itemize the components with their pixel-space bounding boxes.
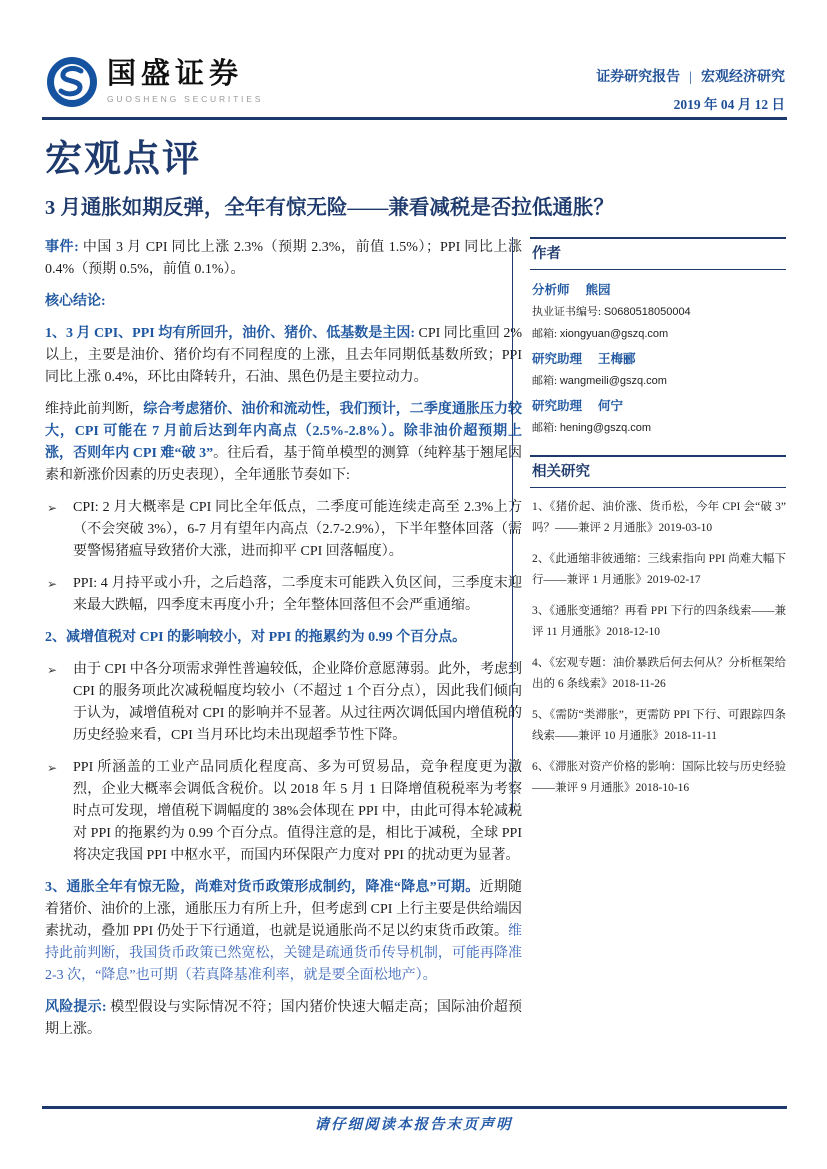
email-label: 邮箱: <box>532 422 560 434</box>
email-label: 邮箱: <box>532 328 560 340</box>
cpi-tax-bullet <box>45 659 522 747</box>
event-label: 事件: <box>45 240 83 255</box>
related-research-item: 1、《猪价起、油价涨、货币松，今年 CPI 会“破 3”吗？——兼评 2 月通胀》2019-03-10 <box>532 501 786 534</box>
outlook-paragraph <box>45 399 522 487</box>
ppi-forecast-text: PPI: 4 月持平或小升，之后趋落，二季度末可能跌入负区间，三季度末迎来最大跌幅，四季度末再度小升；全年整体回落但不会严重通缩。 <box>73 576 522 613</box>
outlook-post: 。往后看，基于简单模型的测算（纯粹基于翘尾因素和新涨价因素的历史表现），全年通胀节奏如下: <box>45 446 522 483</box>
author-name: 王梅郦 <box>598 352 636 366</box>
author-entry <box>532 396 786 438</box>
ppi-tax-text: PPI 所涵盖的工业产品同质化程度高、多为可贸易品，竞争程度更为激烈，企业大概率会调低含税价。以 2018 年 5 月 1 日降增值税税率为考察时点可发现，增值税下调幅度的 38%会体现在 PPI 中，由此可得本轮减税对 PPI 的拖累约为 0.99 个百分点。值得注意的是，相比于减税，全球 PPI 将决定我国 PPI 中枢水平，而国内环保限产力度对 PPI 的扰动更为显著。 <box>73 760 522 863</box>
ppi-forecast-bullet <box>45 573 522 617</box>
related-research-item: 2、《此通缩非彼通缩：三线索指向 PPI 尚难大幅下行——兼评 1 月通胀》2019-02-17 <box>532 553 786 586</box>
page-title: 宏观点评 <box>45 139 201 180</box>
author-email-line <box>532 418 786 438</box>
author-role: 研究助理 <box>532 352 583 366</box>
author-email: wangmeili@gszq.com <box>559 375 667 387</box>
cpi-tax-text: 由于 CPI 中各分项需求弹性普遍较低，企业降价意愿薄弱。此外，考虑到 CPI 的服务项此次减税幅度均较小（不超过 1 个百分点），因此我们倾向于认为，减增值税对 CPI 的影响并不显著。从过往两次调低国内增值税的历史经验来看，CPI 当月环比均未出现超季节性下降。 <box>73 662 522 743</box>
risk-label: 风险提示: <box>45 1000 111 1015</box>
author-role-name <box>532 349 786 369</box>
report-date: 2019 年 04 月 12 日 <box>673 97 785 112</box>
report-subtitle: 3 月通胀如期反弹，全年有惊无险——兼看减税是否拉低通胀？ <box>45 197 614 219</box>
report-type-line <box>596 66 785 86</box>
outlook-bold: 综合考虑猪价、油价和流动性，我们预计，二季度通胀压力较大，CPI 可能在 7 月前后达到年内高点（2.5%-2.8%）。除非油价超预期上涨，否则年内 CPI 难“破 3” <box>45 402 523 461</box>
related-research-list <box>530 488 786 813</box>
author-email-line <box>532 324 786 344</box>
section3-text: 近期随着猪价、油价的上涨，通胀压力有所上升，但考虑到 CPI 上行主要是供给端因素扰动，叠加 PPI 仍处于下行通道，也就是说通胀尚不足以约束货币政策。 <box>45 880 523 939</box>
guosheng-logo-icon <box>46 56 98 108</box>
ppi-tax-bullet <box>45 757 522 867</box>
author-role: 分析师 <box>532 283 570 297</box>
author-entry <box>532 280 786 344</box>
event-paragraph <box>45 237 522 281</box>
cert-label: 执业证书编号: <box>532 306 604 318</box>
related-research-heading: 相关研究 <box>530 455 786 488</box>
risk-paragraph <box>45 997 522 1041</box>
author-role-name <box>532 396 786 416</box>
section2-heading: 2、减增值税对 CPI 的影响较小，对 PPI 的拖累约为 0.99 个百分点。 <box>45 630 467 645</box>
author-email-line <box>532 371 786 391</box>
author-email: hening@gszq.com <box>559 422 652 434</box>
section3-heading: 3、通胀全年有惊无险，尚难对货币政策形成制约，降准“降息”可期。 <box>45 880 480 895</box>
author-entry <box>532 349 786 391</box>
report-category: 宏观经济研究 <box>701 70 785 85</box>
core-conclusion-label: 核心结论: <box>45 294 106 309</box>
brand-name: 国盛证券 <box>107 58 244 90</box>
cpi-forecast-text: CPI: 2 月大概率是 CPI 同比全年低点，二季度可能连续走高至 2.3%上方（不会突破 3%），6-7 月有望年内高点（2.7-2.9%），下半年整体回落（需要警惕猪瘟导致猪价大涨，进而抑平 CPI 回落幅度）。 <box>73 500 522 559</box>
footer-rule <box>42 1106 787 1109</box>
author-role-name <box>532 280 786 300</box>
section1-paragraph <box>45 323 522 389</box>
risk-text: 模型假设与实际情况不符；国内猪价快速大幅走高；国际油价超预期上涨。 <box>45 1000 522 1037</box>
header-meta <box>596 56 785 113</box>
brand <box>46 56 263 108</box>
event-text: 中国 3 月 CPI 同比上涨 2.3%（预期 2.3%，前值 1.5%）；PPI 同比上涨 0.4%（预期 0.5%，前值 0.1%）。 <box>45 240 522 277</box>
report-body <box>45 237 522 1051</box>
cpi-forecast-bullet <box>45 497 522 563</box>
related-research-item: 4、《宏观专题：油价暴跌后何去何从？分析框架给出的 6 条线索》2018-11-26 <box>532 657 786 690</box>
related-research-item: 6、《滞胀对资产价格的影响：国际比较与历史经验——兼评 9 月通胀》2018-10-16 <box>532 761 786 794</box>
arrow-bullet-icon: ➢ <box>47 761 58 775</box>
section1-text: CPI 同比重回 2%以上，主要是油价、猪价均有不同程度的上涨，且去年同期低基数所致；PPI 同比上涨 0.4%，环比由降转升，石油、黑色仍是主要拉动力。 <box>45 326 523 385</box>
section1-heading: 1、3 月 CPI、PPI 均有所回升，油价、猪价、低基数是主因: <box>45 326 419 341</box>
author-list <box>530 270 786 446</box>
author-name: 何宁 <box>598 399 624 413</box>
outlook-pre: 维持此前判断， <box>45 402 144 417</box>
author-role: 研究助理 <box>532 399 583 413</box>
brand-name-en: GUOSHENG SECURITIES <box>107 94 264 104</box>
cert-number: S0680518050004 <box>603 306 691 318</box>
sidebar <box>512 237 786 813</box>
section3-blue-text: 维持此前判断，我国货币政策已然宽松，关键是疏通货币传导机制，可能再降准 2-3 次，“降息”也可期（若真降基准利率，就是要全面松地产）。 <box>45 924 522 983</box>
report-type: 证券研究报告 <box>596 70 681 85</box>
brand-text <box>107 60 263 104</box>
email-label: 邮箱: <box>532 375 560 387</box>
report-header <box>46 56 785 113</box>
section3-paragraph <box>45 877 522 987</box>
footer-disclaimer: 请仔细阅读本报告末页声明 <box>314 1117 513 1133</box>
arrow-bullet-icon: ➢ <box>47 663 58 677</box>
author-email: xiongyuan@gszq.com <box>559 328 669 340</box>
header-divider: | <box>689 70 692 85</box>
related-research-item: 5、《需防“类滞胀”，更需防 PPI 下行、可跟踪四条线索——兼评 10 月通胀》2018-11-11 <box>532 709 786 742</box>
header-rule <box>42 117 787 120</box>
related-research-item: 3、《通胀变通缩？再看 PPI 下行的四条线索——兼评 11 月通胀》2018-12-10 <box>532 605 786 638</box>
author-section-heading: 作者 <box>530 237 786 270</box>
arrow-bullet-icon: ➢ <box>47 501 58 515</box>
author-cert-line <box>532 302 786 322</box>
author-name: 熊园 <box>585 283 611 297</box>
arrow-bullet-icon: ➢ <box>47 577 58 591</box>
